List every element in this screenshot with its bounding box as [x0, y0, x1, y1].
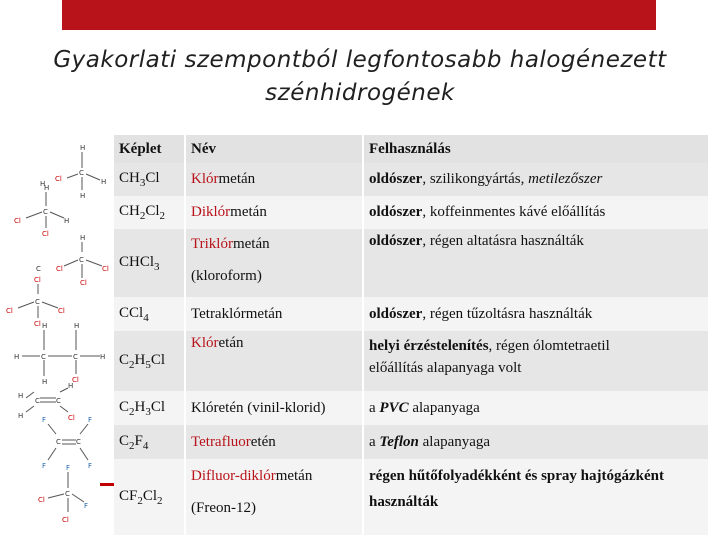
- table-header-row: [114, 133, 708, 163]
- use-cell: régen hűtőfolyadékként és spray hajtógázként használták: [364, 459, 708, 535]
- name-cell: Tetrafluoretén: [186, 425, 362, 459]
- svg-text:Cl: Cl: [62, 516, 69, 524]
- svg-text:H: H: [18, 412, 24, 420]
- name-cell: Tetraklórmetán: [186, 297, 362, 331]
- table-row: [114, 331, 708, 391]
- svg-text:C: C: [79, 256, 84, 264]
- svg-text:H: H: [18, 392, 24, 400]
- svg-text:H: H: [80, 192, 86, 200]
- title-line-2: szénhidrogének: [265, 80, 455, 106]
- svg-text:Cl: Cl: [80, 279, 87, 287]
- table-row: [114, 459, 708, 535]
- formula-cell: CHCl$_3$: [114, 229, 184, 297]
- use-cell: oldószer, koffeinmentes kávé előállítás: [364, 196, 708, 229]
- svg-text:H: H: [44, 184, 50, 192]
- svg-text:F: F: [84, 502, 89, 510]
- name-cell: Triklórmetán (kloroform): [186, 229, 362, 297]
- svg-text:C: C: [65, 490, 70, 498]
- formula-cell: $CF_2Cl_2$: [114, 459, 184, 535]
- header-name: Név: [186, 133, 362, 163]
- table-row: [114, 391, 708, 425]
- structural-formulas: [0, 130, 112, 540]
- svg-text:H: H: [68, 382, 74, 390]
- formula-cell: $C_2H_5Cl$: [114, 331, 184, 391]
- name-cell: Klóretén (vinil-klorid): [186, 391, 362, 425]
- use-cell: a Teflon alapanyaga: [364, 425, 708, 459]
- use-cell: helyi érzéstelenítés, régen ólomtetraetil előállítás alapanyaga volt: [364, 331, 708, 391]
- formula-cell: $C_2H_3Cl$: [114, 391, 184, 425]
- svg-text:Cl: Cl: [38, 496, 45, 504]
- svg-text:F: F: [88, 416, 93, 424]
- structural-formulas-svg: [0, 130, 112, 540]
- table-row: [114, 196, 708, 229]
- svg-text:H: H: [42, 322, 48, 330]
- svg-text:Cl: Cl: [42, 230, 49, 238]
- table-row: [114, 425, 708, 459]
- name-cell: Difluor-diklórmetán (Freon-12): [186, 459, 362, 535]
- svg-text:Cl: Cl: [6, 307, 13, 315]
- svg-text:H: H: [80, 144, 86, 152]
- svg-text:Cl: Cl: [56, 265, 63, 273]
- svg-text:C: C: [43, 208, 48, 216]
- use-cell: a PVC alapanyaga: [364, 391, 708, 425]
- use-cell: oldószer, szilikongyártás, metilezőszer: [364, 163, 708, 196]
- formula-cell: $C_2F_4$: [114, 425, 184, 459]
- table-row: [114, 163, 708, 196]
- table-row: [114, 297, 708, 331]
- halogen-compounds-table: [112, 133, 710, 535]
- svg-text:Cl: Cl: [34, 320, 41, 328]
- svg-text:H: H: [100, 353, 106, 361]
- svg-text:F: F: [42, 416, 47, 424]
- svg-text:Cl: Cl: [14, 217, 21, 225]
- page-title: [0, 44, 720, 110]
- use-cell: oldószer, régen tűzoltásra használták: [364, 297, 708, 331]
- svg-text:H: H: [42, 378, 48, 386]
- svg-text:C: C: [36, 265, 41, 273]
- svg-text:F: F: [42, 462, 47, 470]
- svg-text:H: H: [80, 234, 86, 242]
- svg-text:H: H: [40, 180, 46, 188]
- name-cell: Klórmetán: [186, 163, 362, 196]
- svg-text:Cl: Cl: [102, 265, 109, 273]
- use-cell: oldószer, régen altatásra használták: [364, 229, 708, 297]
- svg-text:H: H: [101, 178, 107, 186]
- svg-text:C: C: [56, 397, 61, 405]
- header-use: Felhasználás: [364, 133, 708, 163]
- svg-text:Cl: Cl: [72, 376, 79, 384]
- svg-text:Cl: Cl: [68, 414, 75, 422]
- svg-text:C: C: [35, 397, 40, 405]
- svg-text:C: C: [73, 353, 78, 361]
- table-row: [114, 229, 708, 297]
- svg-text:H: H: [74, 322, 80, 330]
- svg-text:C: C: [56, 438, 61, 446]
- svg-text:H: H: [64, 217, 70, 225]
- name-cell: Diklórmetán: [186, 196, 362, 229]
- title-line-1: Gyakorlati szempontból legfontosabb halogénezett: [53, 47, 667, 73]
- svg-text:C: C: [76, 438, 81, 446]
- svg-text:Cl: Cl: [55, 175, 62, 183]
- svg-text:C: C: [41, 353, 46, 361]
- header-formula: Képlet: [114, 133, 184, 163]
- svg-text:F: F: [66, 464, 71, 472]
- svg-text:C: C: [79, 169, 84, 177]
- svg-text:H: H: [14, 353, 20, 361]
- formula-cell: CCl$_4$: [114, 297, 184, 331]
- name-cell: Klóretán: [186, 331, 362, 391]
- svg-text:Cl: Cl: [34, 276, 41, 284]
- svg-text:C: C: [35, 298, 40, 306]
- top-accent-bar: [62, 0, 656, 30]
- formula-cell: $CH_2Cl_2$: [114, 196, 184, 229]
- formula-cell: $CH_3Cl$: [114, 163, 184, 196]
- svg-text:F: F: [88, 462, 93, 470]
- svg-text:Cl: Cl: [58, 307, 65, 315]
